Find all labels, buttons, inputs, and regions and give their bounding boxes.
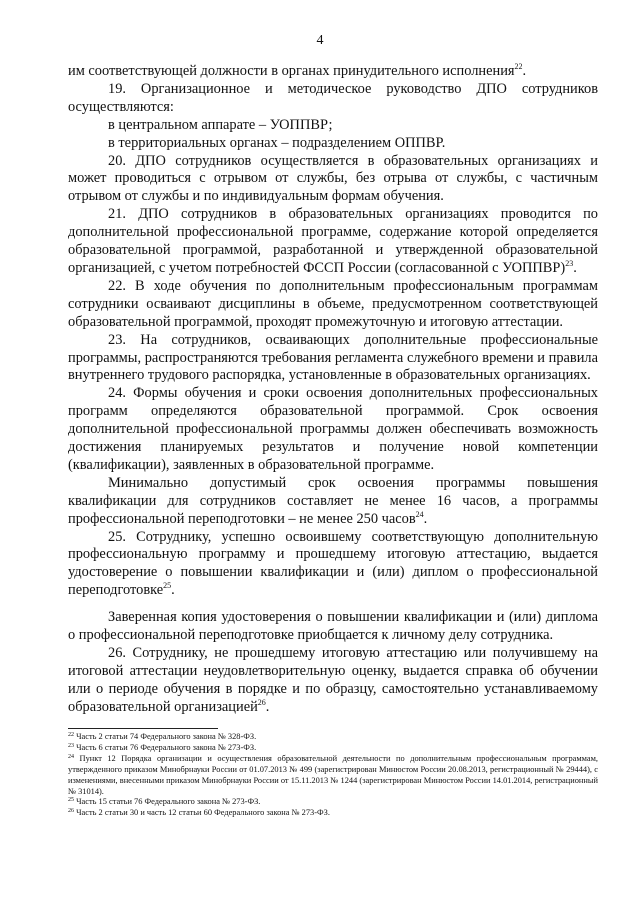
paragraph-list-item: в территориальных органах – подразделением ОППВР. [108, 134, 446, 151]
paragraph-item-23: 23. На сотрудников, осваивающих дополнительные профессиональные программы, распространяются требования регламента служебного времени и правила внутреннего трудового распорядка, установленные в образовательных организациях. [68, 331, 598, 384]
footnote-item: $^{26}$ Часть 2 статьи 30 и часть 12 статьи 60 Федерального закона № 273-ФЗ. [68, 808, 330, 818]
paragraph-list-item: в центральном аппарате – УОППВР; [108, 116, 333, 133]
footnote-item: $^{22}$ Часть 2 статьи 74 Федерального закона № 328-ФЗ. [68, 732, 257, 741]
paragraph-continuation: им соответствующей должности в органах принудительного исполнения$^{22}$. [68, 62, 527, 79]
paragraph-item-21: 21. ДПО сотрудников в образовательных организациях проводится по дополнительной профессиональной программе, содержание которой определяется образовательной программой, разработанной и утвержденной образовательной организацией, с учетом потребностей ФССП России (согласованной с УОППВР)$^{23}$. [68, 206, 598, 276]
footnote-ref: 24 [415, 509, 424, 519]
footnote-separator [68, 728, 218, 729]
footnote-ref: 25 [163, 581, 172, 591]
document-body [68, 63, 598, 717]
footnotes [68, 732, 598, 819]
paragraph-item-26: 26. Сотруднику, не прошедшему итоговую аттестацию или получившему на итоговой аттестации неудовлетворительную оценку, выдается справка об обучении или о периоде обучения в порядке и по образцу, самостоятельно устанавливаемому образовательной организацией$^{26}$. [68, 645, 598, 715]
footnote-item: $^{25}$ Часть 15 статьи 76 Федерального закона № 273-ФЗ. [68, 797, 261, 807]
paragraph-certified-copy: Заверенная копия удостоверения о повышении квалификации и (или) диплома о профессиональной переподготовке приобщается к личному делу сотрудника. [68, 609, 598, 644]
paragraph-item-19: 19. Организационное и методическое руководство ДПО сотрудников осуществляются: [68, 80, 598, 115]
footnote-item: $^{23}$ Часть 6 статьи 76 Федерального закона № 273-ФЗ. [68, 742, 257, 752]
paragraph-item-24: 24. Формы обучения и сроки освоения дополнительных профессиональных программ определяются образовательной программой. Срок освоения дополнительной профессиональной программы должен обеспечивать возможность достижения планируемых результатов и получение новой компетенции (квалификации), заявленных в образовательной программе. [68, 385, 598, 473]
paragraph-item-22: 22. В ходе обучения по дополнительным профессиональным программам сотрудники осваивают дисциплины в объеме, предусмотренном соответствующей образовательной программой, проходят промежуточную и итоговую аттестации. [68, 277, 598, 330]
footnote-ref: 22 [514, 62, 523, 71]
paragraph-duration: Минимально допустимый срок освоения программы повышения квалификации для сотрудников составляет не менее 16 часов, а программы профессиональной переподготовки – не менее 250 часов$^{24}$. [68, 474, 598, 527]
page-number: 4 [316, 33, 324, 48]
paragraph-item-25: 25. Сотруднику, успешно освоившему соответствующую дополнительную профессиональную программу и прошедшему итоговую аттестацию, выдается удостоверение о повышении квалификации и (или) диплом о профессиональной переподготовке$^{25}$. [68, 528, 598, 599]
paragraph-item-20: 20. ДПО сотрудников осуществляется в образовательных организациях и может проводиться с отрывом от службы, без отрыва от службы, с частичным отрывом от службы и по индивидуальным формам обучения. [68, 152, 598, 205]
footnote-ref: 23 [565, 258, 574, 268]
footnote-ref: 26 [257, 697, 266, 707]
footnote-item: $^{24}$ Пункт 12 Порядка организации и осуществления образовательной деятельности по дополнительным профессиональным программам, утвержденного приказом Минобрнауки России от 01.07.2013 № 499 (зарегистрирован Минюстом России 20.08.2013, регистрационный № 29444), с изменениями, внесенными приказом Минобрнауки России от 15.11.2013 № 1244 (зарегистрирован Минюстом России 14.01.2014, регистрационный № 31014). [68, 753, 599, 796]
